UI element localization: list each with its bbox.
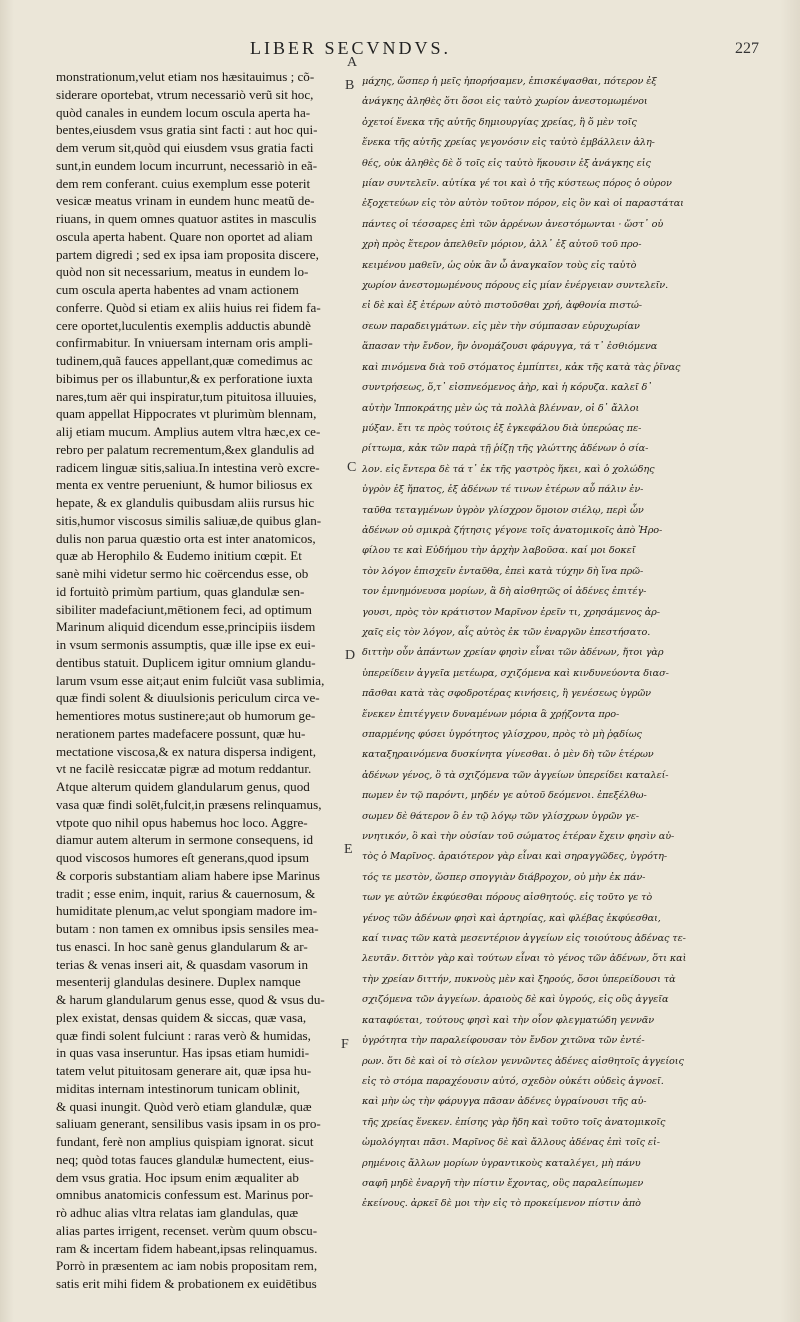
latin-text-line: sanè mihi videtur sermo hic coërcendus esse, ob (56, 566, 309, 581)
margin-letter-e: E (344, 842, 353, 857)
latin-text-line: vtpote quo nihil opus habemus hoc loco. Aggre- (56, 814, 308, 830)
greek-text-line: κειμένου μαθεῖν, ὡς οὐκ ἂν ὦ ἀναγκαῖον τοὺς εἰς ταὐτὸ (362, 259, 637, 271)
greek-text-line: τὸς ὁ Μαρῖνος. ἀραιότερον γὰρ εἶναι καὶ σηραγγῶδες, ὑγρότη- (362, 851, 668, 863)
greek-text-line: εἰς τὸ στόμα παραχέουσιν αὐτό, σχεδὸν οὐκέτι οὐδεὶς ἀγνοεῖ. (362, 1075, 664, 1087)
latin-text-line: vasa quæ findi solēt,fulcit,in præsens relinquamus, (56, 796, 322, 812)
latin-text-line: Atque alterum quidem glandularum genus, quod (56, 779, 310, 794)
greek-text-line: μίαν συντελεῖν. αὐτίκα γέ τοι καὶ ὁ τῆς κύστεως πόρος ὁ οὐρον (362, 178, 672, 190)
greek-text-line: χωρίον ἀνεστομωμένους πόρους εἰς μίαν ἐνέργειαν συντελεῖν. (362, 280, 669, 292)
latin-text-line: dentibus statuit. Duplicem igitur omnium glandu- (56, 654, 316, 670)
latin-text-line: tradit ; esse enim, inquit, rarius & cauernosum, & (56, 885, 316, 901)
greek-text-line: σαφῆ μηδὲ ἐναργῆ τὴν πίστιν ἔχοντας, οὓς παραλείπωμεν (362, 1177, 644, 1189)
greek-text-line: σχιζόμενα τῶν ἀγγείων. ἀραιοὺς δὲ καὶ ὑγρούς, εἰς οὓς ἀγγεῖα (362, 994, 669, 1006)
latin-text-line: nares,tum aër qui inspiratur,tum pituitosa illuuies, (56, 388, 317, 404)
greek-text-line: λον. εἰς ἔντερα δὲ τά τ᾽ ἐκ τῆς γαστρὸς ἥκει, καὶ ὁ χολώδης (362, 463, 655, 475)
greek-text-line: ννητικόν, ὃ καὶ τὴν οὐσίαν τοῦ σώματος ἑτέραν ἔχειν φησὶν αὐ- (362, 831, 675, 843)
latin-text-line: rò adhuc alias vltra relatas iam glandulas, quæ (56, 1205, 299, 1220)
greek-text-line: ρημένοις ἄλλων μορίων ὑγραντικοὺς καταλέγει, μὴ πάνυ (362, 1157, 641, 1169)
latin-text-line: nerationem partes madefacere possunt, quæ hu- (56, 725, 306, 741)
greek-text-line: σωμεν δὲ θάτερον ὃ ἐν τῷ λόγῳ τῶν γλίσχρων ὑγρῶν γε- (362, 810, 639, 822)
greek-text-line: καὶ μὴν ὡς τὴν φάρυγγα πᾶσαν ἀδένες ὑγραίνουσι τῆς αὐ- (362, 1096, 647, 1108)
greek-text-line: καταφύεται, τούτους φησὶ καὶ τὴν οἷον φλεγματώδη γεννᾶν (362, 1014, 655, 1026)
greek-text-line: χρὴ πρὸς ἕτερον ἀπελθεῖν μόριον, ἀλλ᾽ ἐξ αὐτοῦ τοῦ προ- (362, 239, 642, 251)
latin-text-line: sunt,in eundem locum incurrunt, necessariò in eã- (56, 157, 318, 173)
latin-text-line: rebro per palatum recrementum,&ex glandulis ad (56, 441, 315, 457)
latin-text-line: larum vsum esse ait;aut enim fulciũt vasa sublimia, (56, 672, 325, 688)
greek-text-line: μύξαν. ἔτι τε πρὸς τούτοις ἐξ ἐγκεφάλου διὰ ὑπερώας πε- (362, 422, 642, 434)
latin-text-line: confirmabitur. In vniuersam internam oris ampli- (56, 335, 313, 351)
margin-letter-a: A (347, 55, 358, 70)
latin-text-line: quæ findi solent fulciunt : raras verò & humidas, (56, 1027, 311, 1043)
greek-text-line: φίλου τε καὶ Εὐδήμου τὴν ἀρχὴν λαβοῦσα. καί μοι δοκεῖ (362, 545, 636, 557)
latin-text-line: tatem velut pituitosam generare ait, quæ ipsa hu- (56, 1063, 312, 1078)
greek-text-line: ἀδένων οὐ σμικρὰ ζήτησις γέγονε τοῖς ἀνατομικοῖς ἀπὸ Ἡρο- (362, 524, 663, 536)
latin-text-line: mesenterij glandulas desinere. Duplex namque (56, 974, 301, 990)
latin-text-line: butam : non tamen ex omnibus ipsis sensiles mea- (56, 921, 319, 936)
latin-text-line: dem verum sit,quòd qui eiusdem vsus gratia facti (56, 140, 314, 155)
greek-text-line: καταξηραινόμενα δυσκίνητα γίνεσθαι. ὁ μὲν δὴ τῶν ἑτέρων (362, 749, 654, 761)
greek-text-column (362, 72, 767, 1215)
margin-letter-f: F (341, 1037, 349, 1052)
latin-text-line: quæ findi solent & diuulsionis periculum circa ve- (56, 690, 320, 706)
latin-text-line: alias partes irrigent, recenset. verùm quum obscu- (56, 1222, 318, 1238)
greek-text-line: ὑγρὸν ἐξ ἥπατος, ἐξ ἀδένων τέ τινων ἑτέρων αὖ πάλιν ἐν- (362, 484, 644, 496)
greek-text-line: χαῖς εἰς τὸν λόγον, αἷς αὐτὸς ἐκ τῶν ἐναργῶν ἐπεστήσατο. (362, 626, 651, 638)
latin-text-line: tudinem,quã fauces appellant,quæ comedimus ac (56, 353, 313, 368)
greek-text-line: τὴν χρείαν διττήν, πυκνοὺς μὲν καὶ ξηρούς, ὅσοι ὑπερείδουσι τὰ (362, 973, 676, 985)
latin-text-line: & harum glandularum genus esse, quod & vsus du- (56, 992, 325, 1007)
latin-text-line: satis erit mihi fidem & probationem ex euidētibus (56, 1276, 317, 1291)
greek-text-line: ρων. ὅτι δὲ καὶ οἱ τὸ σίελον γεννῶντες ἀδένες αἰσθητοῖς ἀγγείοις (362, 1055, 684, 1067)
greek-text-line: σπαρμένης φύσει ὑγρότητος γλίσχρου, πρὸς τὸ μὴ ῥᾳδίως (362, 729, 642, 740)
greek-text-line: εἰ δὲ καὶ ἐξ ἑτέρων αὐτὸ πιστοῦσθαι χρή, ἀφθονία πιστώ- (362, 300, 642, 312)
page-number: 227 (735, 40, 759, 57)
greek-text-line: ἐκείνους. ἀρκεῖ δὲ μοι τὴν εἰς τὸ προκείμενον πίστιν ἀπὸ (362, 1198, 641, 1210)
latin-text-line: saliuam generant, sensilibus vasis ipsam in os pro- (56, 1116, 321, 1132)
latin-text-line: humiditate plenum,ac velut spongiam madore im- (56, 903, 318, 919)
latin-text-line: cum oscula aperta habentes ad vnam actionem (56, 282, 299, 297)
greek-text-line: ὀχετοί ἕνεκα τῆς αὐτῆς δημιουργίας χρείας, ἢ ὅ μὲν τοῖς (362, 116, 637, 128)
latin-text-line: dulis non parua quæstio orta est inter anatomicos, (56, 530, 316, 546)
latin-text-line: mectatione viscosa,& ex natura dispersa indigent, (56, 743, 316, 759)
latin-text-line: quòd canales in eundem locum oscula aperta ha- (56, 104, 311, 120)
greek-text-line: ἕνεκα τῆς αὐτῆς χρείας γεγονόσιν εἰς ταὐτὸ ἐμβάλλειν ἀλη- (362, 137, 655, 149)
margin-letter-c: C (347, 460, 357, 475)
latin-text-line: quod viscosos humores eſt generans,quod ipsum (56, 850, 310, 865)
greek-text-line: γένος τῶν ἀδένων φησὶ καὶ ἀρτηρίας, καὶ φλέβας ἐκφύεσθαι, (362, 912, 661, 924)
latin-text-line: dem vsus gratia. Hoc ipsum enim æqualiter ab (56, 1169, 299, 1185)
latin-text-line: bibimus per os illabuntur,& ex perforatione iuxta (56, 370, 313, 386)
greek-text-line: των γε αὐτῶν ἐκφύεσθαι πόρους αἰσθητούς. εἰς τοῦτο γε τὸ (362, 892, 653, 904)
latin-text-line: siderare oportebat, vtrum necessariò verũ sit hoc, (56, 86, 314, 102)
latin-text-line: riuans, in quem omnes quatuor astites in masculis (56, 211, 317, 226)
greek-text-line: ὡμολόγηται πᾶσι. Μαρῖνος δὲ καὶ ἄλλους ἀδένας ἐπὶ τοῖς εἰ- (362, 1137, 660, 1149)
greek-text-line: καὶ πινόμενα διὰ τοῦ στόματος ἐμπίπτει, κἀκ τῆς κατὰ τὰς ῥῖνας (362, 361, 681, 373)
latin-text-line: sitis,humor viscosus similis saliuæ,de quibus glan- (56, 512, 322, 528)
latin-text-line: conferre. Quòd si etiam ex aliis huius rei fidem fa- (56, 299, 321, 315)
greek-text-line: καί τινας τῶν κατὰ μεσεντέριον ἀγγείων εἰς τοιούτους ἀδένας τε- (362, 933, 686, 945)
latin-text-line: diamur autem alterum in sermone consequens, id (56, 832, 314, 848)
greek-text-line: γουσι, πρὸς τὸν κράτιστον Μαρῖνον ἐρεῖν τι, χρησάμενος ἀρ- (362, 606, 660, 618)
greek-text-line: λευτᾶν. διττὸν γὰρ καὶ τούτων εἶναι τὸ γένος τῶν ἀδένων, ὅτι καὶ (362, 953, 687, 965)
greek-text-line: θές, οὐκ ἀληθὲς δὲ ὅ τοῖς εἰς ταὐτὸ ἥκουσιν ἐξ ἀνάγκης εἰς (362, 157, 651, 169)
latin-text-line: & quasi inungit. Quòd verò etiam glandulæ, quæ (56, 1098, 312, 1114)
greek-text-line: ὑπερείδειν ἀγγεῖα μετέωρα, σχιζόμενα καὶ κινδυνεύοντα διασ- (362, 667, 669, 679)
greek-text-line: ἀνάγκης ἀληθὲς ὅτι ὅσοι εἰς ταὐτὸ χωρίον ἀνεστομωμένοι (362, 96, 648, 108)
greek-text-line: πωμεν ἐν τῷ παρόντι, μηδέν γε αὐτοῦ δεόμενοι. ἐπεξέλθω- (362, 790, 647, 802)
latin-text-line: Marinum aliquid dicendum esse,principiis iisdem (56, 619, 316, 635)
margin-letter-b: B (345, 78, 355, 93)
latin-text-line: hementiores motus sustinere;aut ob humorum ge- (56, 708, 316, 723)
latin-text-line: cere oportet,luculentis exemplis adductis abundè (56, 317, 311, 333)
latin-text-line: quòd non sit necessarium, meatus in eundem lo- (56, 264, 309, 280)
greek-text-line: ρίττωμα, κἀκ τῶν παρὰ τῇ ῥίζῃ τῆς γλώττης ἀδένων ὁ σία- (362, 443, 649, 455)
latin-text-line: Porrò in præsentem ac iam nobis propositam rem, (56, 1258, 318, 1274)
latin-text-line: oscula aperta habent. Quare non oportet ad aliam (56, 228, 313, 244)
greek-text-line: ἀδένων γένος, ὃ τὰ σχιζόμενα τῶν ἀγγείων ὑπερείδει καταλεί- (362, 769, 669, 781)
latin-text-line: quam appellat Hippocrates vt plurimùm blennam, (56, 406, 317, 422)
greek-text-line: τῆς χρείας ἕνεκεν. ἐπίσης γὰρ ἤδη καὶ τοῦτο τοῖς ἀνατομικοῖς (362, 1116, 666, 1128)
latin-text-line: terias & venas inseri ait, & quasdam vasorum in (56, 956, 308, 972)
latin-text-line: in vsum sermonis assumptis, quæ ille ipse ex eui- (56, 637, 316, 652)
greek-text-line: τὸν λόγον ἐπισχεῖν ἐνταῦθα, ἐπεὶ κατὰ τύχην δὴ ἵνα πρῶ- (362, 565, 644, 577)
greek-text-line: μάχης, ὥσπερ ἡ μεῖς ἠπορήσαμεν, ἐπισκέψασθαι, πότερον ἐξ (362, 76, 657, 87)
latin-text-line: menta ex ventre perueniunt, & humor biliosus ex (56, 477, 313, 493)
latin-text-line: hepate, & ex glandulis quibusdam aliis rursus hic (56, 495, 315, 510)
running-head: LIBER SECVNDVS. (250, 38, 452, 58)
greek-text-line: ταῦθα τεταγμένων ὑγρὸν γλίσχρον ὅμοιον σιέλῳ, περὶ ὧν (362, 504, 644, 516)
margin-letter-d: D (345, 648, 356, 663)
greek-text-line: τον ἐμνημόνευσα μορίων, ἃ δὴ αἰσθητῶς οἱ ἀδένες ἐπιτέγ- (362, 586, 647, 598)
greek-text-line: διττὴν οὖν ἁπάντων χρείαν φησὶν εἶναι τῶν ἀδένων, ἤτοι γὰρ (362, 647, 664, 659)
latin-text-line: fundant, ferè non amplius quispiam ignorat. sicut (56, 1134, 314, 1149)
greek-text-line: πάντες οἱ τέσσαρες ἐπὶ τῶν ἀρρένων ἀνεστόμωνται · ὥστ᾽ οὐ (362, 218, 664, 230)
latin-text-line: bentes,eiusdem vsus gratia sint facti : aut hoc qui- (56, 122, 318, 138)
latin-text-line: alij etiam mucum. Amplius autem vltra hæc,ex ce- (56, 424, 321, 439)
latin-text-line: plex existat, densas quidem & siccas, quæ vasa, (56, 1009, 307, 1025)
latin-text-line: radicem linguæ sitis,saliua.In intestina verò excre- (56, 459, 320, 475)
latin-text-line: sibiliter madefaciunt,mētionem feci, ad optimum (56, 601, 312, 617)
latin-text-line: partem digredi ; sed ex ipsa iam proposita discere, (56, 246, 319, 262)
latin-text-line: quæ ab Herophilo & Eudemo initium cœpit. Et (56, 548, 302, 564)
greek-text-line: ἕνεκεν ἐπιτέγγειν δυναμένων μόρια ἃ χρῄζοντα προ- (362, 708, 620, 720)
latin-text-line: vesicæ meatus vrinam in eundem hunc meatũ de- (56, 193, 315, 209)
greek-text-line: τός τε μεστὸν, ὥσπερ σπογγιὰν διάβροχον, οὐ μὴν ἐκ πάν- (362, 871, 646, 883)
latin-text-line: id fortuitò primùm partium, quas glandulæ sen- (56, 583, 305, 599)
greek-text-line: πᾶσθαι κατὰ τὰς σφοδροτέρας κινήσεις, ἢ γενέσεως ὑγρῶν (362, 688, 651, 700)
greek-text-line: ἅπασαν τὴν ἔνδον, ἣν ὀνομάζουσι φάρυγγα, τά τ᾽ ἐσθιόμενα (362, 341, 658, 353)
greek-text-line: ὑγρότητα τὴν παραλείφουσαν τὸν ἔνδον χιτῶνα τῶν ἐντέ- (362, 1035, 645, 1047)
latin-text-line: in quas vasa inseruntur. Has ipsas etiam humidi- (56, 1045, 310, 1061)
greek-text-line: ἐξοχετεύων εἰς τὸν αὐτὸν τοῦτον πόρον, εἰς ὃν καὶ οἱ παραστάται (362, 198, 684, 210)
latin-text-line: dem rem conferant. cuius exemplum esse poterit (56, 175, 311, 191)
latin-text-column (56, 68, 346, 1293)
latin-text-line: tus enasci. In hoc sanè genus glandularum & ar- (56, 938, 308, 954)
latin-text-line: ram & incertam fidem habeant,ipsas relinquamus. (56, 1240, 318, 1256)
greek-text-line: αὐτὴν Ἱπποκράτης μὲν ὡς τὰ πολλὰ βλένναν, οἱ δ᾽ ἄλλοι (362, 402, 640, 414)
latin-text-line: & corporis substantiam aliam habere ipse Marinus (56, 867, 320, 883)
greek-text-line: σεων παραδειγμάτων. εἰς μὲν τὴν σύμπασαν εὐρυχωρίαν (362, 320, 640, 332)
latin-text-line: monstrationum,velut etiam nos hæsitauimus ; cõ- (56, 69, 315, 84)
latin-text-line: omnibus anatomicis confessum est. Marinus por- (56, 1187, 314, 1203)
latin-text-line: vt ne facilè resiccatæ pigræ ad motum reddantur. (56, 761, 312, 777)
latin-text-line: miditas internam intestinorum tunicam oblinit, (56, 1080, 301, 1096)
greek-text-line: συντρήσεως, ὅ,τ᾽ εἰσπνεόμενος ἀὴρ, καὶ ἡ κόρυζα. καλεῖ δ᾽ (362, 382, 653, 394)
latin-text-line: neq; quòd totas fauces glandulæ humectent, eius- (56, 1151, 314, 1167)
